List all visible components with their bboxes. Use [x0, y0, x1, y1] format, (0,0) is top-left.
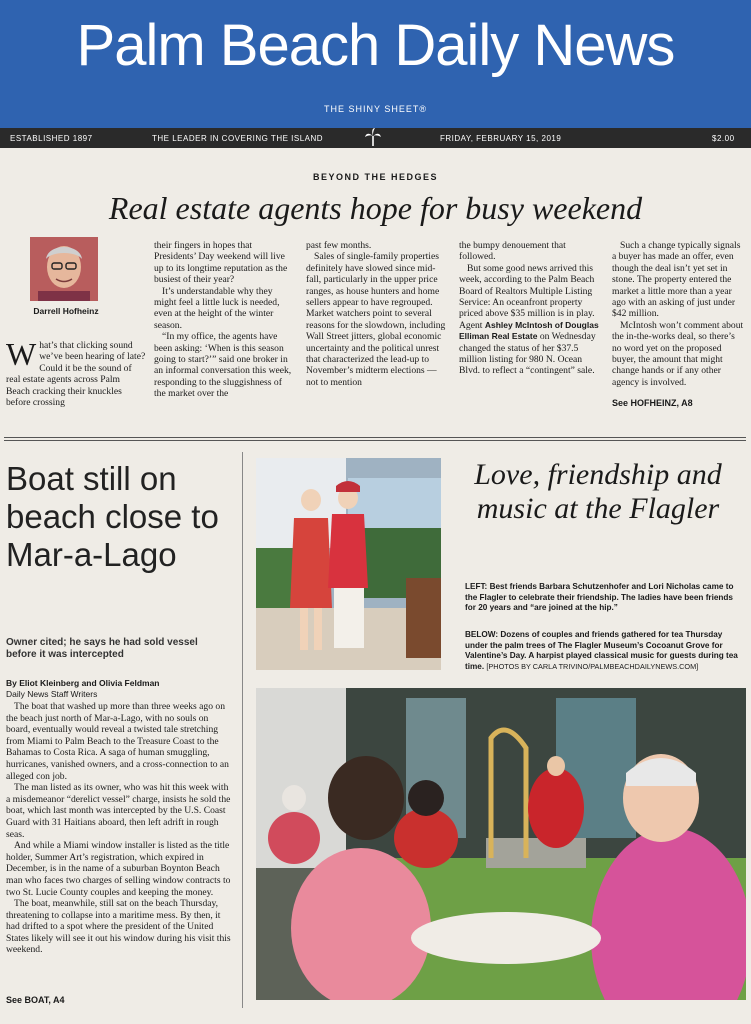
- caption-left-text: Best friends Barbara Schutzenhofer and Lori Nicholas came to the Flagler to celebrate their friendship. The ladies have been friends for 20 years and “are joined at the hip.”: [465, 582, 734, 613]
- boat-byline-staff: Daily News Staff Writers: [6, 689, 98, 699]
- caption-left: [465, 582, 746, 614]
- boat-body: [6, 701, 231, 956]
- friends-photo: [256, 458, 441, 670]
- agent-name: Ashley McIntosh of Douglas Elliman Real Estate: [459, 319, 599, 342]
- lead-col5-p1: Such a change typically signals a buyer has made an offer, even though the deal isn’t yet set in stone. The property entered the market a little more than a year ago with an asking of just under $42 million.: [612, 240, 741, 320]
- columnist-byline: Darrell Hofheinz: [33, 306, 99, 316]
- lead-col4-p1: the bumpy denouement that followed.: [459, 240, 566, 263]
- lead-col2-p3: “In my office, the agents have been asking: ‘When is this season going to start?’” said one broker in an informal conversation this week, responding to the sluggishness of the market over the: [154, 331, 292, 400]
- hofheinz-jump[interactable]: See HOFHEINZ, A8: [612, 398, 693, 409]
- boat-jump[interactable]: See BOAT, A4: [6, 995, 65, 1005]
- lead-col3-p2: Sales of single-family properties definitely have slowed since mid-fall, particularly in the upper price ranges, as house hunters and home sellers appear to have regrouped. Market watchers point to several reasons for the slowdown, including Wall Street jitters, global economic uncertainty and the political unrest that characterized the lead-up to November’s midterm elections — not to mention: [306, 251, 446, 388]
- columnist-portrait-icon: [30, 237, 98, 301]
- masthead: [0, 0, 751, 128]
- caption-below-text: Dozens of couples and friends gathered for tea Thursday under the palm trees of The Flagler Museum’s Cocoanut Grove for Valentine’s Day. A harpist played classical music for guests during tea time.: [465, 630, 738, 671]
- lead-column-5: [612, 240, 744, 410]
- columnist-photo: [30, 237, 98, 301]
- caption-below: [465, 630, 746, 672]
- boat-p1: The boat that washed up more than three weeks ago on the beach just north of Mar-a-Lago, with no souls on board, eventually would reveal a twisted tale stretching from Miami to Palm Beach to the Treasure Coast to the Bahamas to Costa Rica. A saga of human smuggling, hurricanes, vanished owners, and a cross-connection to an alleged con job.: [6, 701, 229, 782]
- flagler-headline: Love, friendship and music at the Flagler: [474, 458, 722, 525]
- lead-col1-text: hat’s that clicking sound we’ve been hearing of late? Could it be the sound of real estate agents across Palm Beach cracking their knuckles before crossing: [6, 340, 146, 409]
- tea-photo-image-icon: [256, 688, 746, 1000]
- newspaper-title: Palm Beach Daily News: [76, 13, 675, 78]
- photo-credit: [PHOTOS BY CARLA TRIVINO/PALMBEACHDAILYNEWS.COM]: [486, 661, 699, 671]
- established-label: ESTABLISHED 1897: [10, 134, 93, 143]
- leader-label: THE LEADER IN COVERING THE ISLAND: [152, 134, 324, 143]
- section-divider: [4, 437, 746, 438]
- boat-p3: And while a Miami window installer is listed as the title holder, Summer Art’s registration, which expired in December, is in the name of a suburban Boynton Beach man who faces two charges of selling window contracts to two St. Lucie County couples and keeping the money.: [6, 840, 231, 898]
- lead-col4-p3: on Wednesday changed the status of her $37.5 million listing for 980 N. Ocean Blvd. to reflect a “contingent” sale.: [459, 331, 596, 377]
- section-divider-2: [4, 440, 746, 441]
- lead-column-4: [459, 240, 599, 377]
- boat-byline-authors: By Eliot Kleinberg and Olivia Feldman: [6, 678, 160, 688]
- boat-p4: The boat, meanwhile, still sat on the beach Thursday, threatening to collapse into a maritime mess. By then, it had drifted to a spot where the president of the United States likely will see it out his window during his visit this weekend.: [6, 898, 231, 956]
- lead-headline: Real estate agents hope for busy weekend: [108, 190, 643, 226]
- friends-photo-image-icon: [256, 458, 441, 670]
- drop-cap: W: [6, 336, 37, 372]
- boat-headline: Boat still on beach close to Mar-a-Lago: [6, 460, 219, 573]
- boat-byline: [6, 678, 231, 700]
- caption-below-label: BELOW:: [465, 630, 499, 639]
- kicker: BEYOND THE HEDGES: [312, 172, 438, 182]
- date-label: FRIDAY, FEBRUARY 15, 2019: [440, 134, 562, 143]
- boat-p2: The man listed as its owner, who was hit this week with a misdemeanor “derelict vessel” charge, insists he sold the boat, which last month was intercepted by the U.S. Coast Guard with 31 Haitians aboard, then left adrift in rough seas.: [6, 782, 231, 840]
- caption-left-label: LEFT:: [465, 582, 488, 591]
- tagline: THE SHINY SHEET®: [324, 104, 427, 114]
- lead-col2-p2: It’s understandable why they might feel a little luck is needed, even at the height of the winter season.: [154, 285, 280, 331]
- column-rule: [242, 452, 243, 1008]
- price-label: $2.00: [712, 134, 735, 143]
- lead-column-3: [306, 240, 446, 388]
- lead-col5-p2: McIntosh won’t comment about the in-the-works deal, so there’s no word yet on the proposed buyer, the amount that might change hands or if any other agency is involved.: [612, 319, 744, 388]
- lead-col2-p1: their fingers in hopes that Presidents’ Day weekend will live up to its longtime reputation as the busiest of their year?: [154, 240, 288, 286]
- boat-deck: Owner cited; he says he had sold vessel before it was intercepted: [6, 637, 198, 660]
- lead-col3-p1: past few months.: [306, 240, 372, 251]
- tea-photo: [256, 688, 746, 1000]
- lead-column-2: [154, 240, 294, 400]
- palm-logo-icon: [362, 126, 384, 148]
- lead-col4-p2: But some good news arrived this week, according to the Palm Beach Board of Realtors Multiple Listing Service: An oceanfront property priced above $35 million is in play. Agent: [459, 262, 595, 331]
- lead-column-1: [6, 336, 146, 409]
